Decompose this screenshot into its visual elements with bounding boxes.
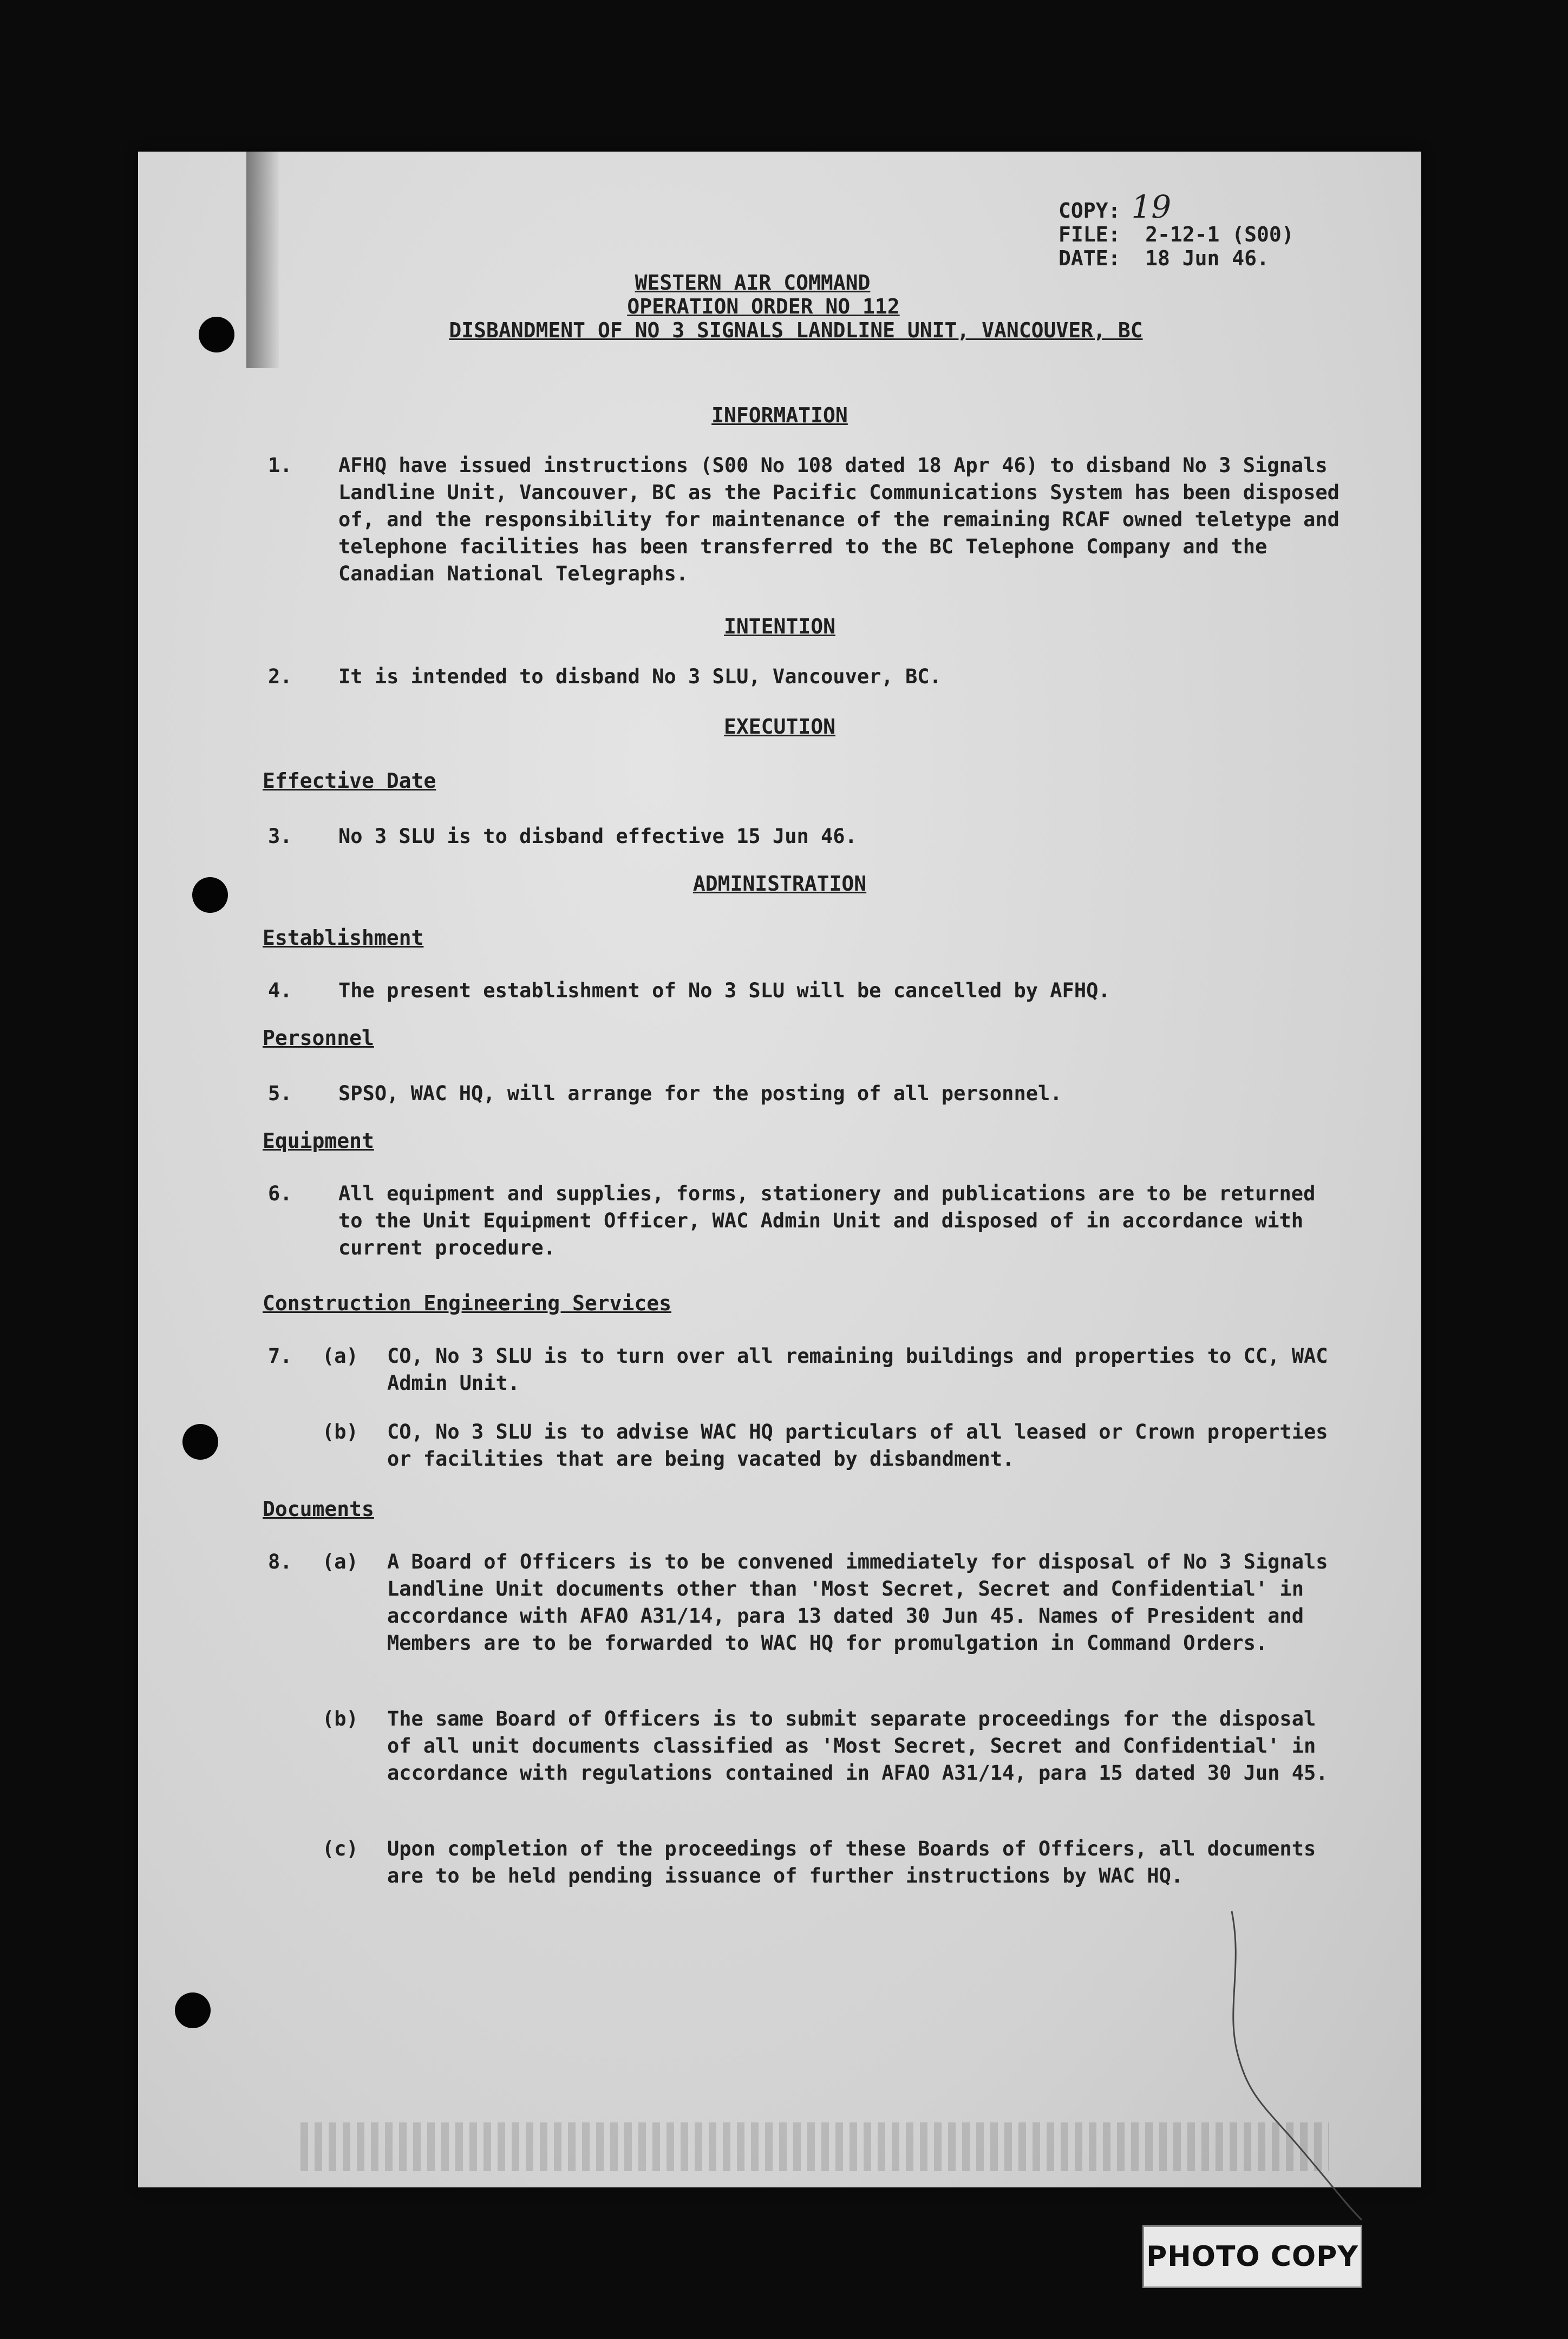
section-information: INFORMATION [711, 403, 848, 427]
paragraph-number: 5. [268, 1082, 292, 1105]
pen-scribble [1221, 1900, 1383, 2225]
paragraph-number: 1. [268, 454, 292, 477]
paragraph-text: AFHQ have issued instructions (S00 No 108 dated 18 Apr 46) to disband No 3 Signals Landline Unit, Vancouver, BC as the Pacific Communications System has been disposed of, and the responsibility for maintenance of the remaining RCAF owned teletype and telephone facilities has been transferred to the BC Telephone Company and the Canadian National Telegraphs. [338, 454, 1352, 585]
subparagraph-text: The same Board of Officers is to submit separate proceedings for the disposal of all unit documents classified as 'Most Secret, Secret and Confidential' in accordance with regulations contained in AFAO A31/14, para 15 dated 30 Jun 45. [387, 1707, 1328, 1785]
bleed-through-text [300, 2122, 1329, 2171]
subhead-personnel: Personnel [263, 1026, 374, 1050]
subparagraph-label: (b) [322, 1707, 358, 1730]
copy-label: COPY: [1059, 199, 1121, 223]
subparagraph-text: CO, No 3 SLU is to turn over all remaining buildings and properties to CC, WAC Admin Unit. [387, 1344, 1340, 1395]
paragraph-number: 3. [268, 825, 292, 848]
paragraph-number: 7. [268, 1344, 292, 1368]
subparagraph-label: (c) [322, 1837, 358, 1860]
command-title: WESTERN AIR COMMAND [635, 271, 871, 295]
paragraph-4 [268, 977, 1351, 1004]
order-number: OPERATION ORDER NO 112 [627, 295, 900, 318]
document-page [138, 152, 1421, 2187]
photocopy-stamp: PHOTO COPY [1142, 2225, 1362, 2288]
paragraph-7b [322, 1419, 1351, 1473]
subparagraph-text: A Board of Officers is to be convened immediately for disposal of No 3 Signals Landline Unit documents other than 'Most Secret, Secret and Confidential' in accordance with AFAO A31/14, para 13 dated 30 Jun 45. Names of President and Members are to be forwarded to WAC HQ for promulgation in Command Orders. [387, 1550, 1340, 1655]
file-value: 2-12-1 (S00) [1145, 223, 1294, 246]
date-label: DATE: [1059, 246, 1121, 270]
date-value: 18 Jun 46. [1145, 246, 1269, 270]
paragraph-2 [268, 663, 1351, 690]
paragraph-5 [268, 1080, 1351, 1107]
section-administration: ADMINISTRATION [692, 872, 867, 896]
punch-hole-3 [182, 1424, 218, 1460]
paragraph-text: All equipment and supplies, forms, stationery and publications are to be returned to the Unit Equipment Officer, WAC Admin Unit and disposed of in accordance with current procedure. [338, 1182, 1328, 1259]
subparagraph-text: CO, No 3 SLU is to advise WAC HQ particulars of all leased or Crown properties or facilities that are being vacated by disbandment. [387, 1420, 1340, 1471]
paragraph-text: SPSO, WAC HQ, will arrange for the posting of all personnel. [338, 1082, 1062, 1105]
paragraph-8c [322, 1835, 1351, 1890]
file-reference-block [1059, 188, 1294, 270]
paragraph-number: 2. [268, 665, 292, 688]
file-label: FILE: [1059, 223, 1121, 246]
paragraph-number: 6. [268, 1182, 292, 1205]
paragraph-8a [322, 1549, 1351, 1657]
paragraph-8b [322, 1706, 1351, 1787]
paragraph-number: 4. [268, 979, 292, 1002]
section-execution: EXECUTION [724, 715, 835, 739]
copy-number: 19 [1131, 188, 1172, 225]
paragraph-1 [268, 452, 1351, 587]
paragraph-number: 8. [268, 1550, 292, 1573]
subhead-establishment: Establishment [263, 926, 424, 950]
subparagraph-label: (a) [322, 1344, 358, 1368]
subhead-equipment: Equipment [263, 1129, 374, 1153]
order-titles [138, 271, 1421, 342]
paragraph-6 [268, 1180, 1351, 1262]
paragraph-3 [268, 823, 1351, 850]
order-subject: DISBANDMENT OF NO 3 SIGNALS LANDLINE UNIT, VANCOUVER, BC [449, 318, 1143, 342]
paragraph-text: It is intended to disband No 3 SLU, Vancouver, BC. [338, 665, 942, 688]
section-intention: INTENTION [724, 615, 835, 638]
subhead-construction-engineering: Construction Engineering Services [263, 1291, 671, 1315]
paragraph-7a [322, 1343, 1351, 1397]
subparagraph-label: (a) [322, 1550, 358, 1573]
punch-hole-4 [175, 1992, 211, 2028]
subparagraph-label: (b) [322, 1420, 358, 1443]
subhead-documents: Documents [263, 1497, 374, 1521]
paragraph-text: The present establishment of No 3 SLU will be cancelled by AFHQ. [338, 979, 1110, 1002]
paragraph-text: No 3 SLU is to disband effective 15 Jun 46. [338, 825, 857, 848]
subhead-effective-date: Effective Date [263, 769, 436, 793]
subparagraph-text: Upon completion of the proceedings of these Boards of Officers, all documents are to be held pending issuance of further instructions by WAC HQ. [387, 1837, 1328, 1887]
